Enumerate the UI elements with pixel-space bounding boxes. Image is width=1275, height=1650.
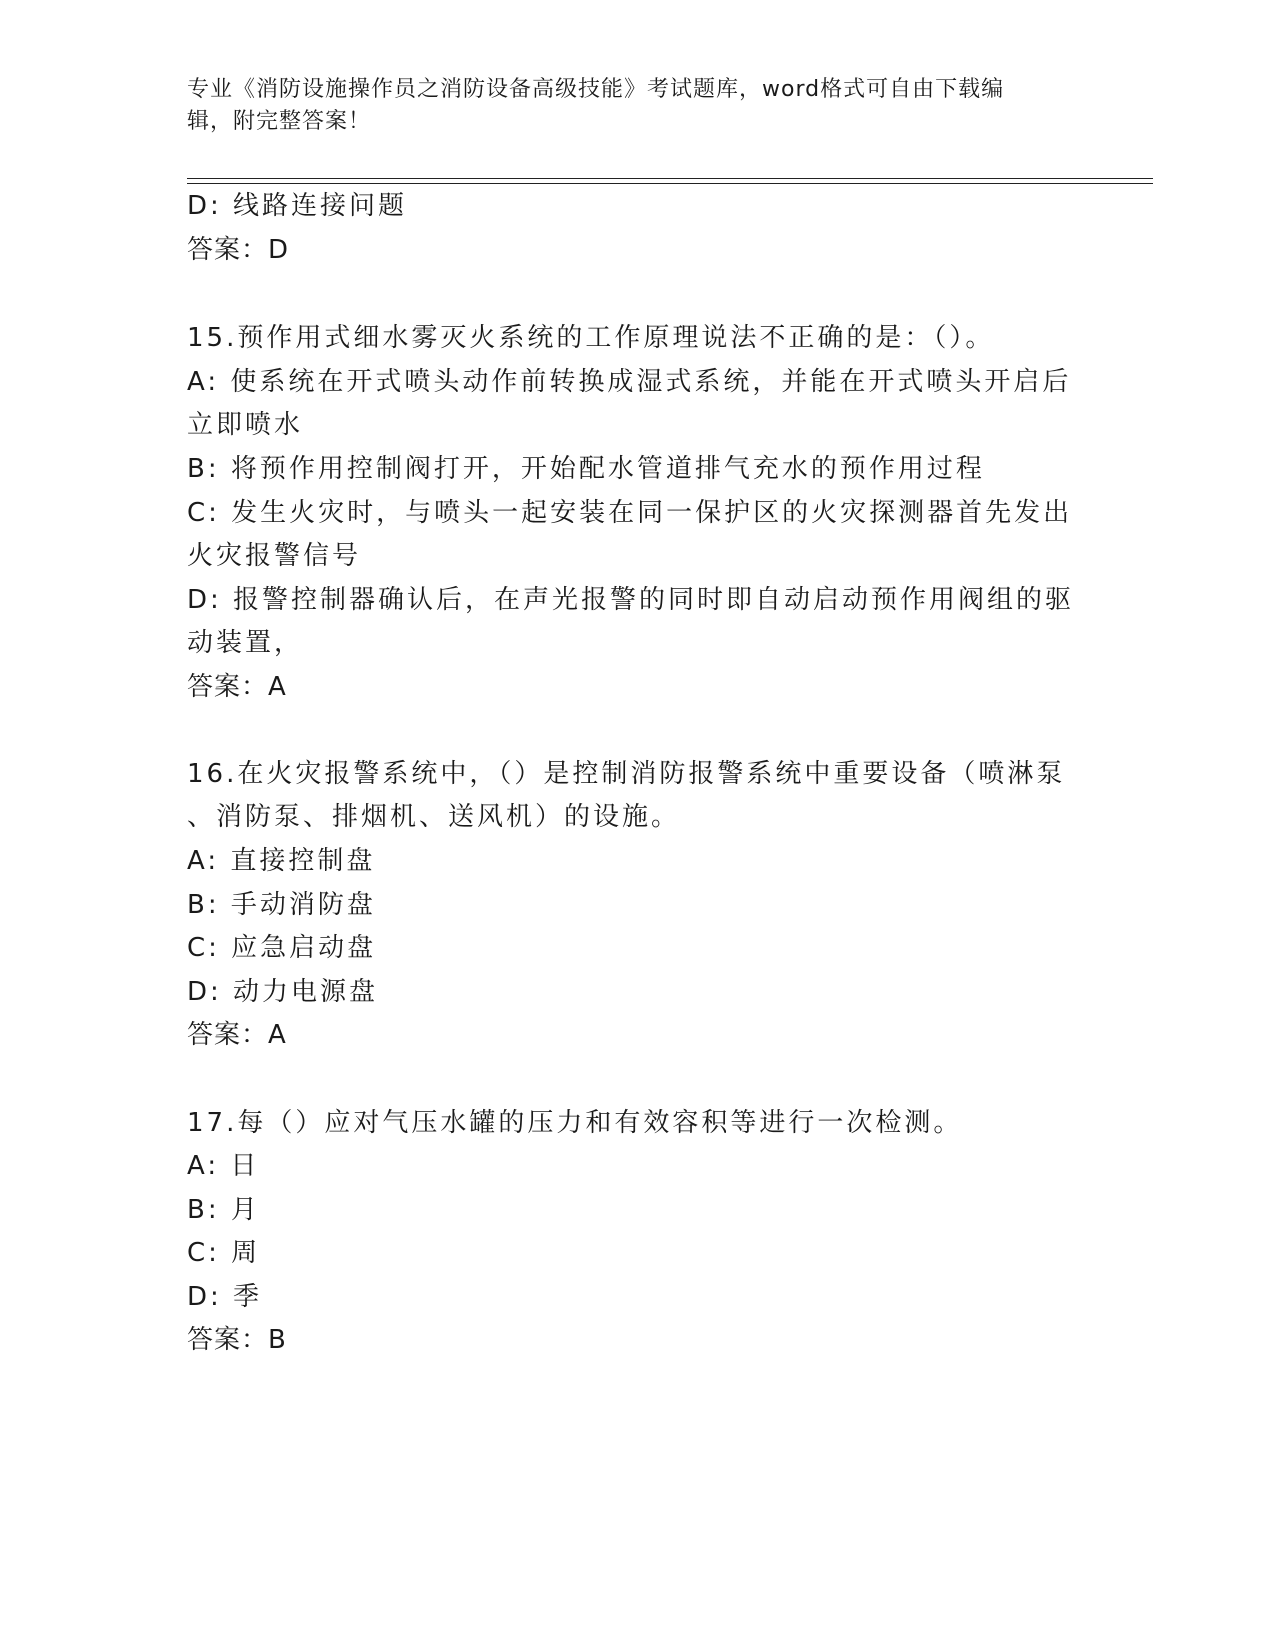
document-header <box>187 74 1087 138</box>
q17-stem: 17.每（）应对气压水罐的压力和有效容积等进行一次检测。 <box>187 1108 963 1138</box>
q15-option-c-line-1: C: 发生火灾时，与喷头一起安装在同一保护区的火灾探测器首先发出 <box>187 498 1073 528</box>
q16-option-a: A: 直接控制盘 <box>187 846 376 876</box>
q15-stem: 15.预作用式细水雾灭火系统的工作原理说法不正确的是：（）。 <box>187 323 995 353</box>
header-divider-bottom <box>187 183 1153 184</box>
q16-stem-line-2: 、消防泵、排烟机、送风机）的设施。 <box>187 802 681 832</box>
prev-answer: 答案：D <box>187 235 290 265</box>
q17-answer: 答案：B <box>187 1325 287 1355</box>
q17-option-c: C: 周 <box>187 1238 261 1268</box>
header-divider-top <box>187 178 1153 179</box>
q15-option-d-line-2: 动装置， <box>187 628 304 658</box>
q17-option-d: D: 季 <box>187 1282 263 1312</box>
header-line-2: 辑，附完整答案！ <box>187 109 372 134</box>
q16-option-d: D: 动力电源盘 <box>187 977 379 1007</box>
q15-option-b: B: 将预作用控制阀打开，开始配水管道排气充水的预作用过程 <box>187 454 985 484</box>
q15-option-a-line-1: A: 使系统在开式喷头动作前转换成湿式系统，并能在开式喷头开启后 <box>187 367 1072 397</box>
q16-option-c: C: 应急启动盘 <box>187 933 377 963</box>
q16-option-b: B: 手动消防盘 <box>187 890 376 920</box>
q15-option-a-line-2: 立即喷水 <box>187 410 304 440</box>
q16-answer: 答案：A <box>187 1020 287 1050</box>
q15-option-d-line-1: D: 报警控制器确认后，在声光报警的同时即自动启动预作用阀组的驱 <box>187 585 1075 615</box>
q15-answer: 答案：A <box>187 672 287 702</box>
prev-option-d: D: 线路连接问题 <box>187 191 408 221</box>
q15-option-c-line-2: 火灾报警信号 <box>187 541 362 571</box>
q17-option-a: A: 日 <box>187 1151 260 1181</box>
q17-option-b: B: 月 <box>187 1195 260 1225</box>
q16-stem-line-1: 16.在火灾报警系统中，（）是控制消防报警系统中重要设备（喷淋泵 <box>187 759 1066 789</box>
header-line-1: 专业《消防设施操作员之消防设备高级技能》考试题库，word格式可自由下载编 <box>187 77 1005 102</box>
